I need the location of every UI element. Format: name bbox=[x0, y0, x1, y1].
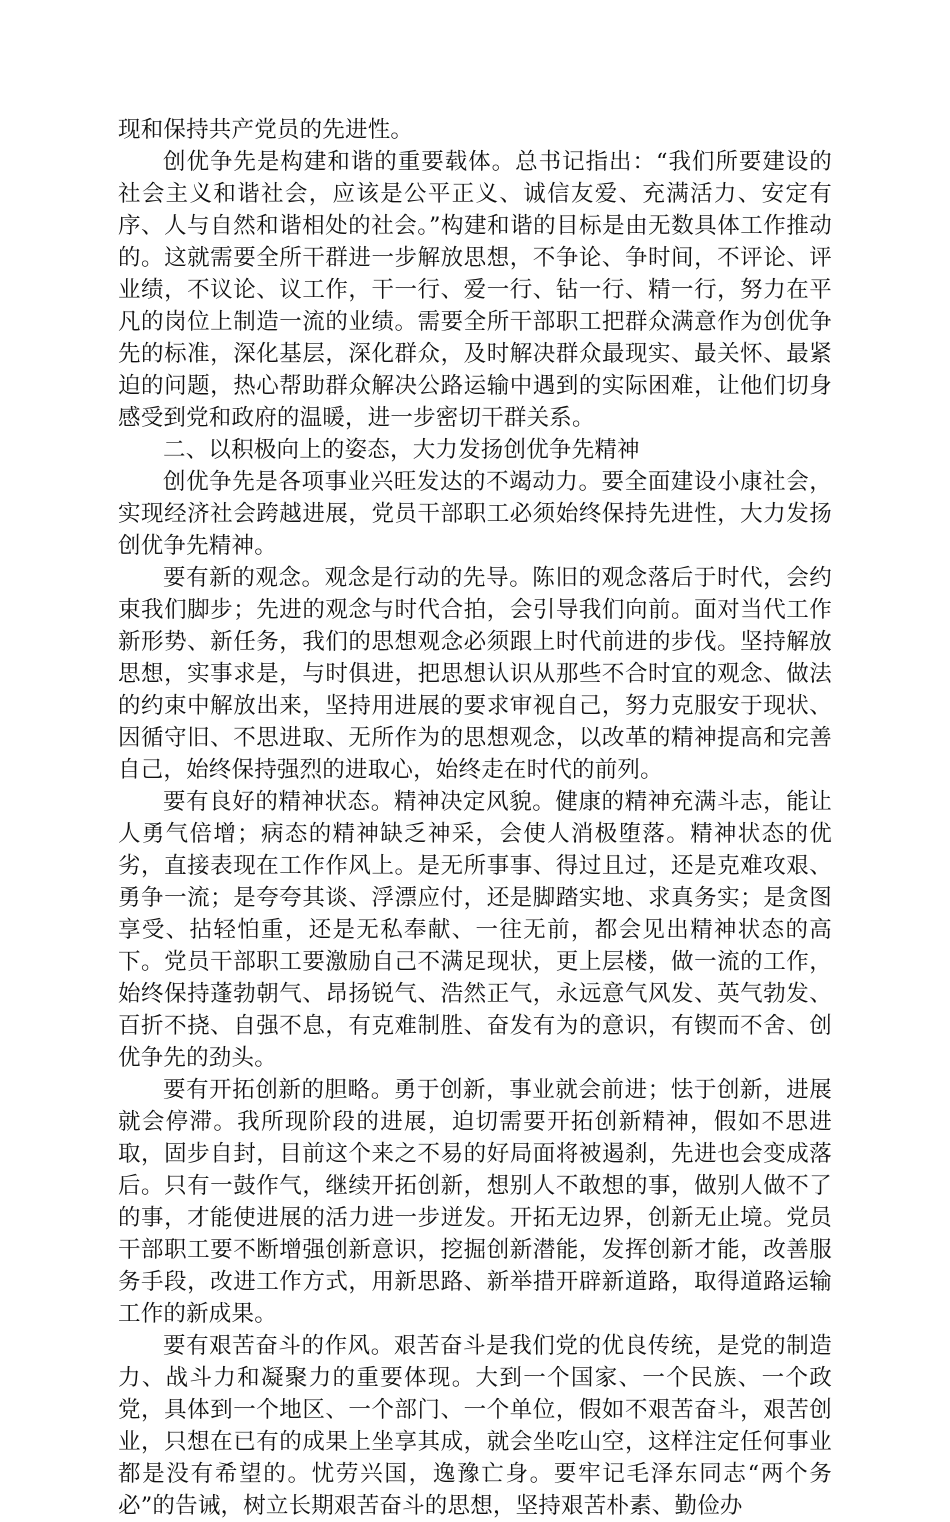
paragraph-driving-force: 创优争先是各项事业兴旺发达的不竭动力。要全面建设小康社会，实现经济社会跨越进展，党员干部职工必须始终保持先进性，大力发扬创优争先精神。 bbox=[118, 469, 832, 559]
paragraph-continuation: 现和保持共产党员的先进性。 bbox=[118, 117, 414, 143]
paragraph-harmony: 创优争先是构建和谐的重要载体。总书记指出：“我们所要建设的社会主义和谐社会，应该是公平正义、诚信友爱、充满活力、安定有序、人与自然和谐相处的社会。”构建和谐的目标是由无数具体工作推动的。这就需要全所干群进一步解放思想，不争论、争时间，不评论、评业绩，不议论、议工作，干一行、爱一行、钻一行、精一行，努力在平凡的岗位上制造一流的业绩。需要全所干部职工把群众满意作为创优争先的标准，深化基层，深化群众，及时解决群众最现实、最关怀、最紧迫的问题，热心帮助群众解决公路运输中遇到的实际困难，让他们切身感受到党和政府的温暖，进一步密切干群关系。 bbox=[118, 149, 832, 431]
section-heading: 二、以积极向上的姿态，大力发扬创优争先精神 bbox=[163, 437, 640, 463]
paragraph-innovation: 要有开拓创新的胆略。勇于创新，事业就会前进；怯于创新，进展就会停滞。我所现阶段的进展，迫切需要开拓创新精神，假如不思进取，固步自封，目前这个来之不易的好局面将被遏刹，先进也会变成落后。只有一鼓作气，继续开拓创新，想别人不敢想的事，做别人做不了的事，才能使进展的活力进一步迸发。开拓无边界，创新无止境。党员干部职工要不断增强创新意识，挖掘创新潜能，发挥创新才能，改善服务手段，改进工作方式，用新思路、新举措开辟新道路，取得道路运输工作的新成果。 bbox=[118, 1077, 832, 1327]
paragraph-new-concepts: 要有新的观念。观念是行动的先导。陈旧的观念落后于时代，会约束我们脚步；先进的观念与时代合拍，会引导我们向前。面对当代工作新形势、新任务，我们的思想观念必须跟上时代前进的步伐。坚持解放思想，实事求是，与时俱进，把思想认识从那些不合时宜的观念、做法的约束中解放出来，坚持用进展的要求审视自己，努力克服安于现状、因循守旧、不思进取、无所作为的思想观念，以改革的精神提高和完善自己，始终保持强烈的进取心，始终走在时代的前列。 bbox=[118, 565, 832, 783]
paragraph-hard-work: 要有艰苦奋斗的作风。艰苦奋斗是我们党的优良传统，是党的制造力、战斗力和凝聚力的重要体现。大到一个国家、一个民族、一个政党，具体到一个地区、一个部门、一个单位，假如不艰苦奋斗，艰苦创业，只想在已有的成果上坐享其成，就会坐吃山空，这样注定任何事业都是没有希望的。忧劳兴国，逸豫亡身。要牢记毛泽东同志“两个务必”的告诫，树立长期艰苦奋斗的思想，坚持艰苦朴素、勤俭办 bbox=[118, 1333, 832, 1519]
paragraph-spirit: 要有良好的精神状态。精神决定风貌。健康的精神充满斗志，能让人勇气倍增；病态的精神缺乏神采，会使人消极堕落。精神状态的优劣，直接表现在工作作风上。是无所事事、得过且过，还是克难攻艰、勇争一流；是夸夸其谈、浮漂应付，还是脚踏实地、求真务实；是贪图享受、拈轻怕重，还是无私奉献、一往无前，都会见出精神状态的高下。党员干部职工要激励自己不满足现状，更上层楼，做一流的工作，始终保持蓬勃朝气、昂扬锐气、浩然正气，永远意气风发、英气勃发、百折不挠、自强不息，有克难制胜、奋发有为的意识，有锲而不舍、创优争先的劲头。 bbox=[118, 789, 832, 1071]
document-body bbox=[118, 114, 832, 1522]
